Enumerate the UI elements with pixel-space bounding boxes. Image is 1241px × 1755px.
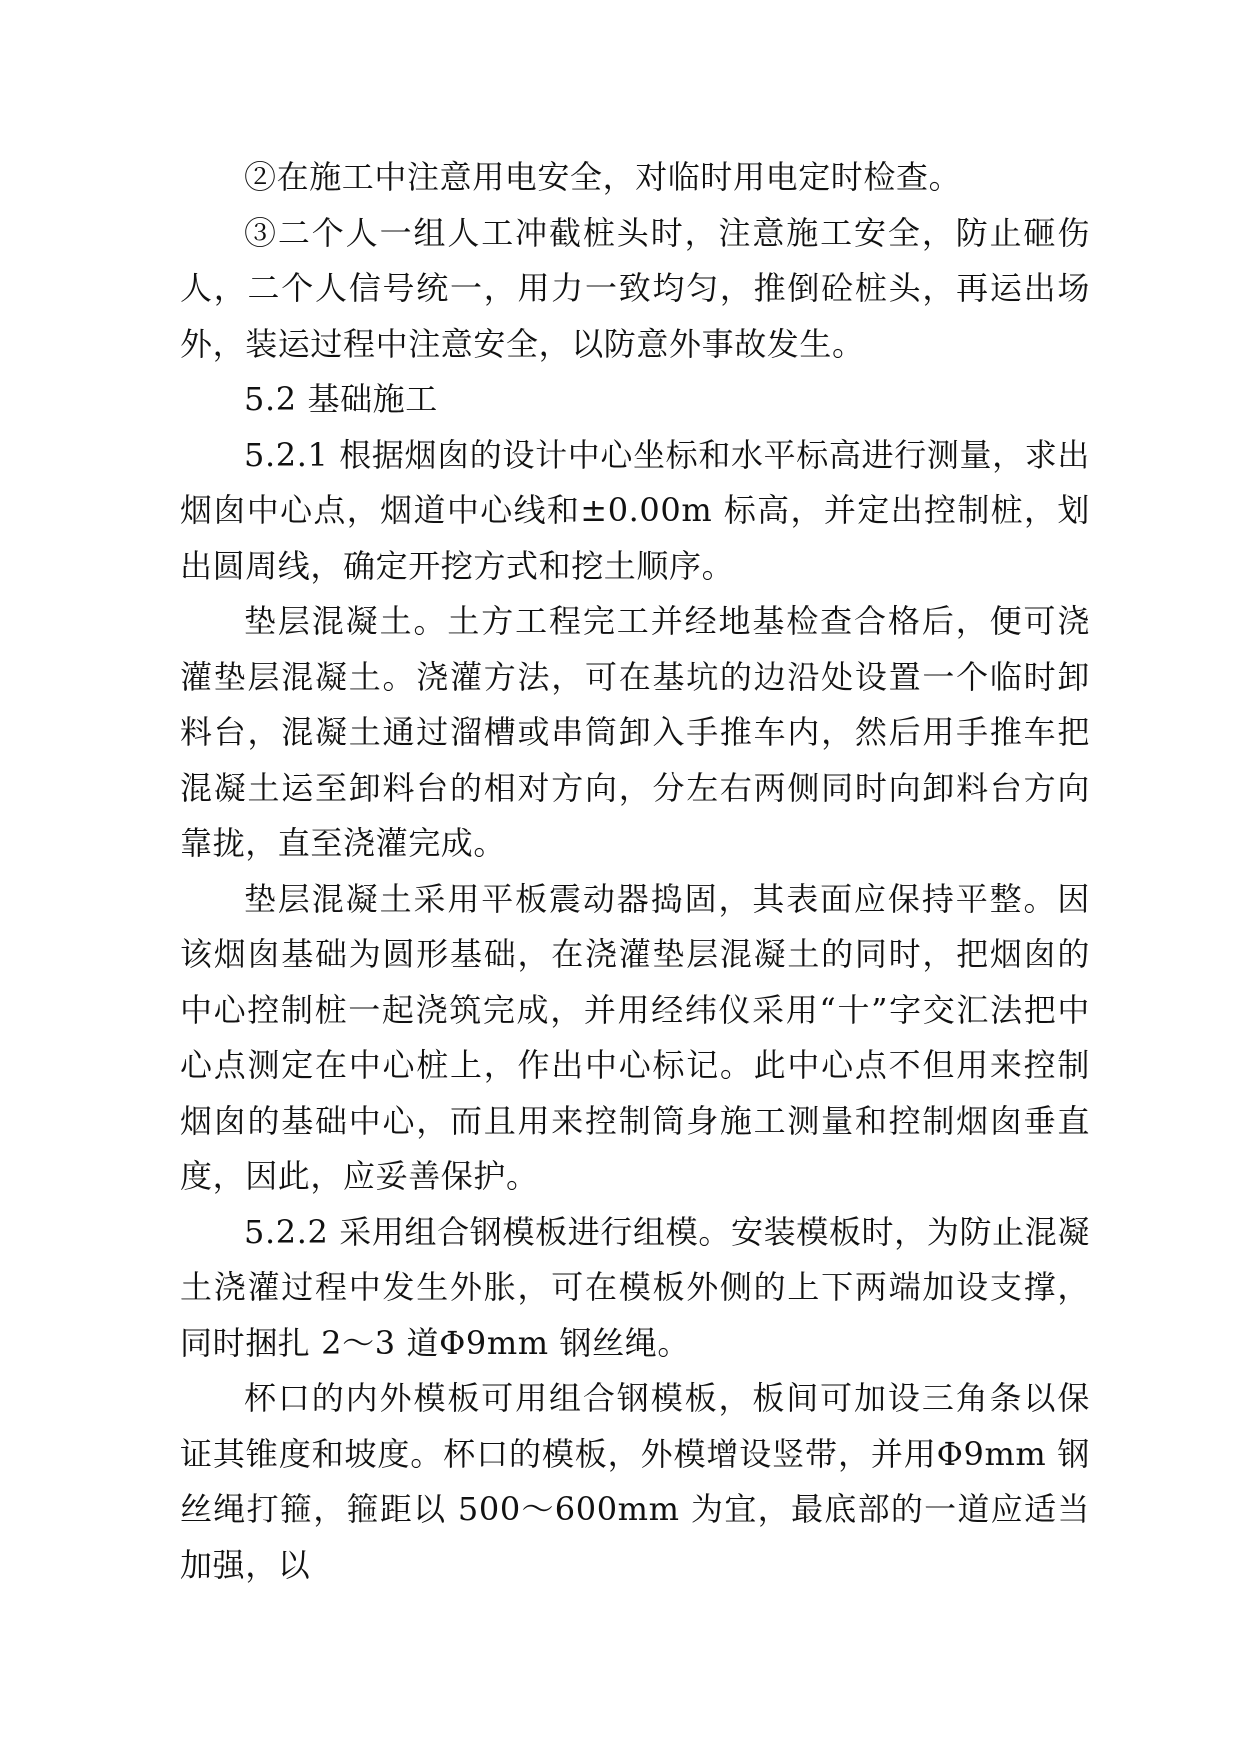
paragraph-5-2-1: 5.2.1 根据烟囱的设计中心坐标和水平标高进行测量，求出烟囱中心点，烟道中心线和±0.00m 标高，并定出控制桩，划出圆周线，确定开挖方式和挖土顺序。: [180, 435, 1090, 585]
paragraph-5-2-2: 5.2.2 采用组合钢模板进行组模。安装模板时，为防止混凝土浇灌过程中发生外胀，可在模板外侧的上下两端加设支撑，同时捆扎 2～3 道Φ9mm 钢丝绳。: [180, 1212, 1090, 1362]
paragraph-safety-electric: ②在施工中注意用电安全，对临时用电定时检查。: [244, 158, 962, 196]
paragraph-safety-pile-cutting: ③二个人一组人工冲截桩头时，注意施工安全，防止砸伤人，二个人信号统一，用力一致均匀，推倒砼桩头，再运出场外，装运过程中注意安全，以防意外事故发生。: [180, 213, 1090, 363]
section-heading-5-2: 5.2 基础施工: [244, 380, 438, 418]
paragraph-cushion-compaction: 垫层混凝土采用平板震动器捣固，其表面应保持平整。因该烟囱基础为圆形基础，在浇灌垫层混凝土的同时，把烟囱的中心控制桩一起浇筑完成，并用经纬仪采用“十”字交汇法把中心点测定在中心桩上，作出中心标记。此中心点不但用来控制烟囱的基础中心，而且用来控制筒身施工测量和控制烟囱垂直度，因此，应妥善保护。: [180, 879, 1090, 1195]
paragraph-cushion-concrete: 垫层混凝土。土方工程完工并经地基检查合格后，便可浇灌垫层混凝土。浇灌方法，可在基坑的边沿处设置一个临时卸料台，混凝土通过溜槽或串筒卸入手推车内，然后用手推车把混凝土运至卸料台的相对方向，分左右两侧同时向卸料台方向靠拢，直至浇灌完成。: [180, 602, 1090, 862]
document-body: [180, 150, 1090, 1593]
paragraph-cup-mouth-formwork: 杯口的内外模板可用组合钢模板，板间可加设三角条以保证其锥度和坡度。杯口的模板，外模增设竖带，并用Φ9mm 钢丝绳打箍，箍距以 500～600mm 为宜，最底部的一道应适当加强，以: [180, 1379, 1090, 1584]
